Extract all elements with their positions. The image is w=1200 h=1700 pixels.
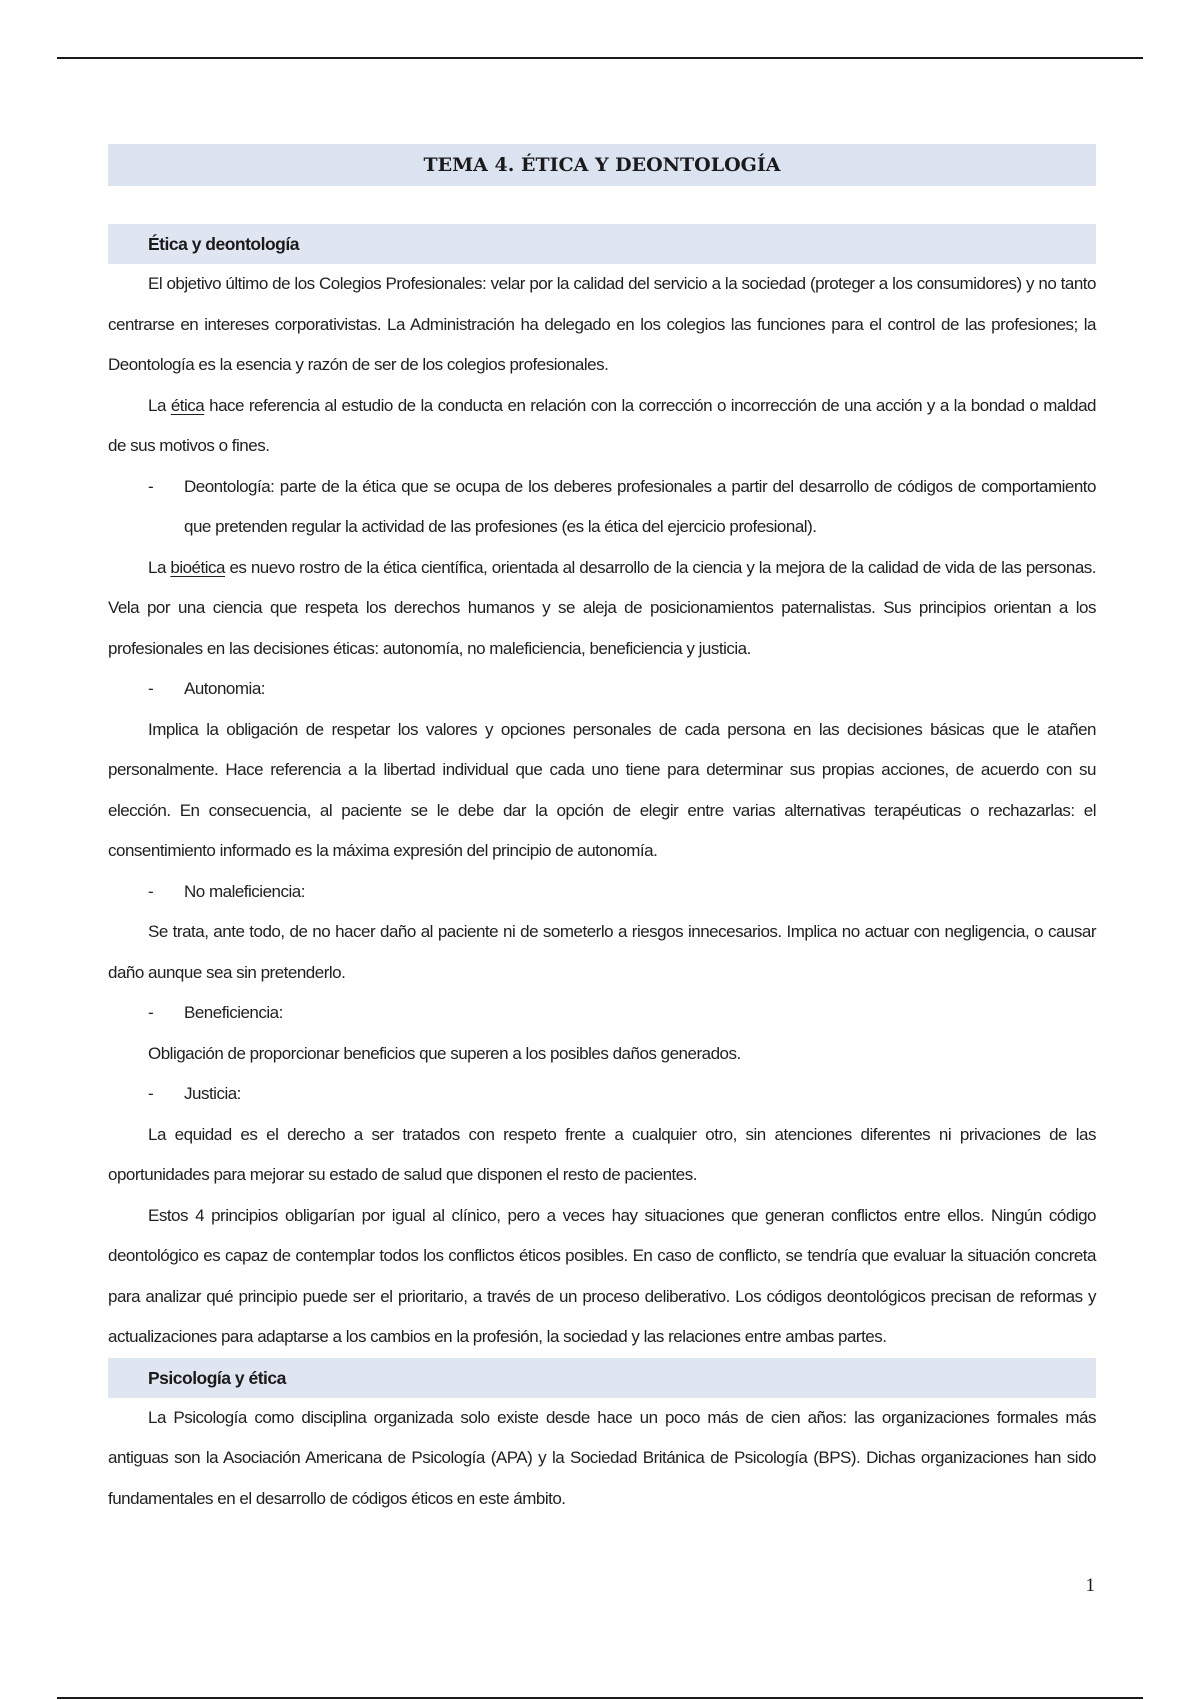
- principle-text-beneficiencia: Obligación de proporcionar beneficios que superen a los posibles daños generados.: [148, 1043, 741, 1063]
- paragraph-conflictos: Estos 4 principios obligarían por igual al clínico, pero a veces hay situaciones que generan conflictos entre ellos. Ningún código deontológico es capaz de contemplar todos los conflictos éticos posibles. En caso de conflicto, se tendría que evaluar la situación concreta para analizar qué principio puede ser el prioritario, a través de un proceso deliberativo. Los códigos deontológicos precisan de reformas y actualizaciones para adaptarse a los cambios en la profesión, la sociedad y las relaciones entre ambas partes.: [108, 1205, 1096, 1346]
- paragraph-psicologia: La Psicología como disciplina organizada solo existe desde hace un poco más de cien años: las organizaciones formales más antiguas son la Asociación Americana de Psicología (APA) y la Sociedad Británica de Psicología (BPS). Dichas organizaciones han sido fundamentales en el desarrollo de códigos éticos en este ámbito.: [108, 1407, 1096, 1508]
- page-title: TEMA 4. ÉTICA Y DEONTOLOGÍA: [108, 144, 1096, 186]
- bottom-rule: [57, 1697, 1143, 1699]
- principle-label: No maleficiencia:: [184, 881, 305, 901]
- etica-term: ética: [170, 395, 205, 415]
- list-dash: -: [148, 679, 154, 698]
- deontologia-text: Deontología: parte de la ética que se ocupa de los deberes profesionales a partir del desarrollo de códigos de comportamiento que pretenden regular la actividad de las profesiones (es la ética del ejercicio profesional).: [184, 476, 1096, 536]
- list-item-beneficiencia: [108, 993, 1096, 1034]
- principle-label: Justicia:: [184, 1084, 241, 1103]
- principle-text-autonomia: Implica la obligación de respetar los valores y opciones personales de cada persona en las decisiones básicas que le atañen personalmente. Hace referencia a la libertad individual que cada uno tiene para determinar sus propias acciones, de acuerdo con su elección. En consecuencia, al paciente se le debe dar la opción de elegir entre varias alternativas terapéuticas o rechazarlas: el consentimiento informado es la máxima expresión del principio de autonomía.: [108, 719, 1096, 860]
- principle-label: Beneficiencia:: [184, 1003, 283, 1022]
- bioetica-rest: es nuevo rostro de la ética científica, orientada al desarrollo de la ciencia y la mejora de la calidad de vida de las personas. Vela por una ciencia que respeta los derechos humanos y se aleja de posicionamientos paternalistas. Sus principios orientan a los profesionales en las decisiones éticas: autonomía, no maleficiencia, beneficiencia y justicia.: [108, 557, 1096, 658]
- list-item-deontologia: [108, 467, 1096, 548]
- list-dash: -: [148, 881, 154, 901]
- list-dash: -: [148, 1084, 154, 1103]
- list-dash: -: [148, 476, 154, 496]
- list-item-justicia: [108, 1074, 1096, 1115]
- bioetica-lead: La: [148, 557, 171, 577]
- section-heading-etica: Ética y deontología: [108, 224, 1096, 264]
- principle-text-no-maleficiencia: Se trata, ante todo, de no hacer daño al paciente ni de someterlo a riesgos innecesarios. Implica no actuar con negligencia, o causar daño aunque sea sin pretenderlo.: [108, 922, 1096, 982]
- principle-label: Autonomia:: [184, 679, 265, 698]
- list-item-autonomia: [108, 669, 1096, 710]
- page-number: 1: [1085, 1575, 1095, 1596]
- top-rule: [57, 57, 1143, 59]
- paragraph-etica: [108, 386, 1096, 467]
- document-body: [108, 144, 1096, 1519]
- list-item-no-maleficiencia: [108, 872, 1096, 913]
- etica-lead: La: [148, 395, 171, 415]
- etica-rest: hace referencia al estudio de la conducta en relación con la corrección o incorrección de una acción y a la bondad o maldad de sus motivos o fines.: [108, 395, 1097, 455]
- list-dash: -: [148, 1003, 154, 1022]
- paragraph-bioetica: [108, 548, 1096, 670]
- bioetica-term: bioética: [170, 557, 225, 577]
- section-heading-psicologia: Psicología y ética: [108, 1358, 1096, 1398]
- principle-text-justicia: La equidad es el derecho a ser tratados con respeto frente a cualquier otro, sin atenciones diferentes ni privaciones de las oportunidades para mejorar su estado de salud que disponen el resto de pacientes.: [108, 1124, 1096, 1184]
- paragraph-colegios: El objetivo último de los Colegios Profesionales: velar por la calidad del servicio a la sociedad (proteger a los consumidores) y no tanto centrarse en intereses corporativistas. La Administración ha delegado en los colegios las funciones para el control de las profesiones; la Deontología es la esencia y razón de ser de los colegios profesionales.: [108, 274, 1096, 374]
